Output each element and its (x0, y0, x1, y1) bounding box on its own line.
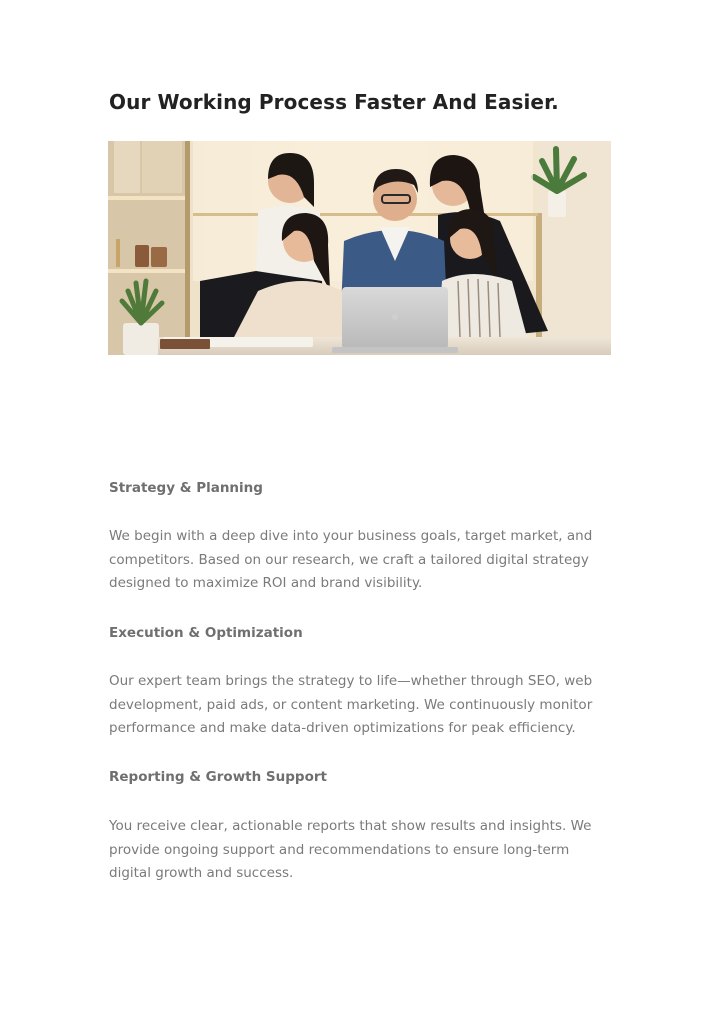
section-execution-optimization-body (109, 670, 609, 741)
page-title: Our Working Process Faster And Easier. (109, 90, 559, 114)
section-strategy-planning (109, 479, 609, 497)
section-paragraph: We begin with a deep dive into your business goals, target market, and competitors. Based on our research, we craft a tailored digital strategy designed to maximize ROI and brand visibility. (109, 528, 593, 591)
section-execution-optimization (109, 624, 609, 642)
section-heading: Strategy & Planning (109, 480, 263, 496)
section-heading: Execution & Optimization (109, 625, 303, 641)
hero-team-photo (108, 141, 611, 355)
section-paragraph: You receive clear, actionable reports that show results and insights. We provide ongoing support and recommendations to ensure long-term digital growth and success. (109, 818, 592, 881)
section-reporting-growth (109, 768, 609, 786)
section-heading: Reporting & Growth Support (109, 769, 327, 785)
section-paragraph: Our expert team brings the strategy to life—whether through SEO, web development, paid ads, or content marketing. We continuously monitor performance and make data-driven optimizations for peak efficiency. (109, 673, 593, 736)
section-reporting-growth-body (109, 815, 609, 886)
section-strategy-planning-body (109, 525, 609, 596)
